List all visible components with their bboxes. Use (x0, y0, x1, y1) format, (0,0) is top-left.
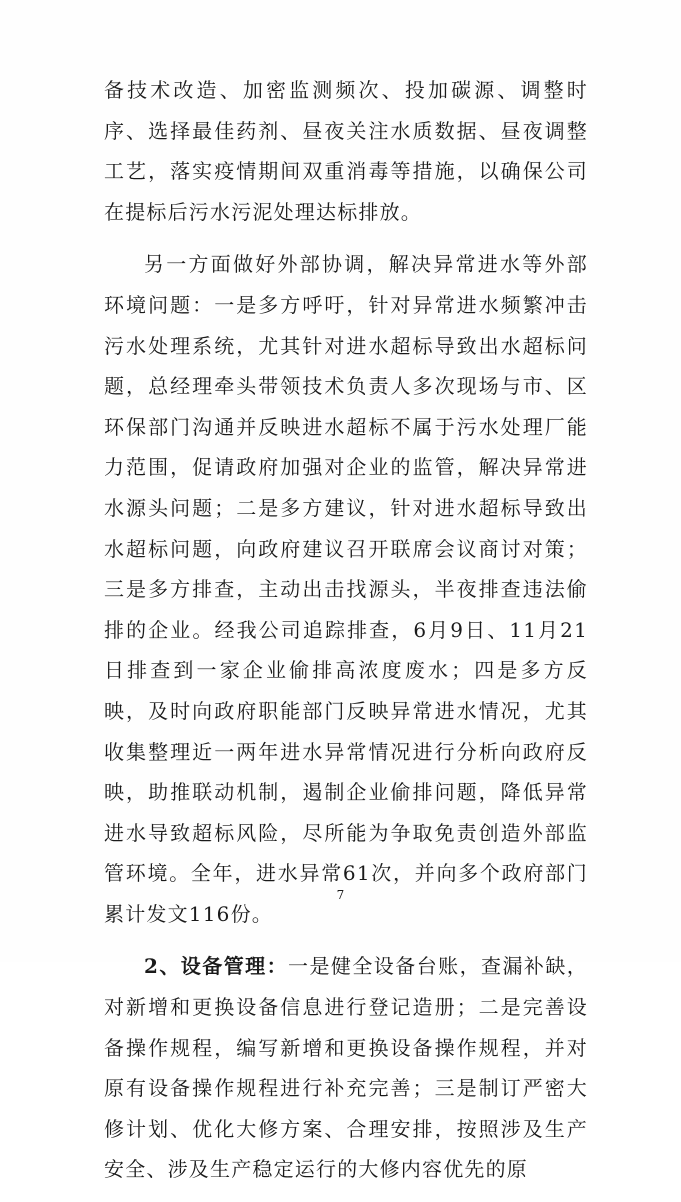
paragraph-equipment-management (104, 946, 588, 1190)
paragraph-continuation (104, 70, 588, 232)
paragraph-external-coordination (104, 244, 588, 934)
paragraph-text: 另一方面做好外部协调，解决异常进水等外部环境问题：一是多方呼吁，针对异常进水频繁冲击污水处理系统，尤其针对进水超标导致出水超标问题，总经理牵头带领技术负责人多次现场与市、区环保部门沟通并反映进水超标不属于污水处理厂能力范围，促请政府加强对企业的监管，解决异常进水源头问题；二是多方建议，针对进水超标导致出水超标问题，向政府建议召开联席会议商讨对策；三是多方排查，主动出击找源头，半夜排查违法偷排的企业。经我公司追踪排查，6月9日、11月21日排查到一家企业偷排高浓度废水；四是多方反映，及时向政府职能部门反映异常进水情况，尤其收集整理近一两年进水异常情况进行分析向政府反映，助推联动机制，遏制企业偷排问题，降低异常进水导致超标风险，尽所能为争取免责创造外部监管环境。全年，进水异常61次，并向多个政府部门累计发文116份。 (104, 252, 588, 926)
paragraph-text: 一是健全设备台账，查漏补缺，对新增和更换设备信息进行登记造册；二是完善设备操作规程，编写新增和更换设备操作规程，并对原有设备操作规程进行补充完善；三是制订严密大修计划、优化大修方案、合理安排，按照涉及生产安全、涉及生产稳定运行的大修内容优先的原 (104, 954, 588, 1182)
page-number: 7 (336, 888, 345, 902)
paragraph-text: 备技术改造、加密监测频次、投加碳源、调整时序、选择最佳药剂、昼夜关注水质数据、昼夜调整工艺，落实疫情期间双重消毒等措施，以确保公司在提标后污水污泥处理达标排放。 (104, 78, 588, 224)
section-heading: 2、设备管理： (144, 954, 289, 979)
body-text (104, 70, 588, 1202)
